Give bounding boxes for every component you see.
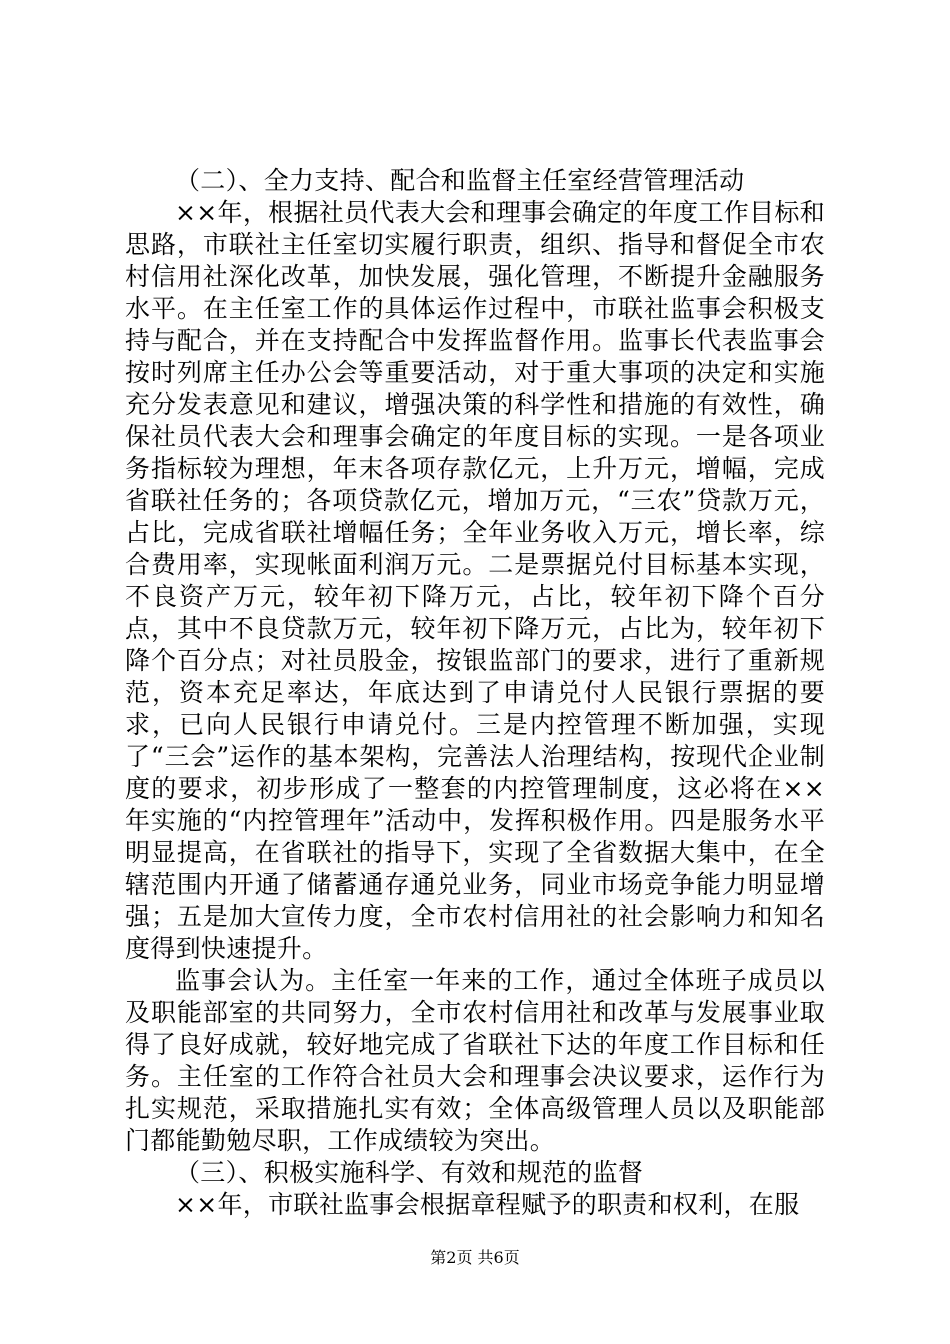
section-heading-2: （二）、全力支持、配合和监督主任室经营管理活动	[175, 166, 745, 195]
page-number-footer: 第2页 共6页	[430, 1248, 520, 1267]
paragraph-1: ××年，根据社员代表大会和理事会确定的年度工作目标和思路，市联社主任室切实履行职责，组织、指导和督促全市农村信用社深化改革，加快发展，强化管理，不断提升金融服务水平。在主任室工作的具体运作过程中，市联社监事会积极支持与配合，并在支持配合中发挥监督作用。监事长代表监事会按时列席主任办公会等重要活动，对于重大事项的决定和实施充分发表意见和建议，增强决策的科学性和措施的有效性，确保社员代表大会和理事会确定的年度目标的实现。一是各项业务指标较为理想，年末各项存款亿元，上升万元，增幅，完成省联社任务的；各项贷款亿元，增加万元，“三农”贷款万元，占比，完成省联社增幅任务；全年业务收入万元，增长率，综合费用率，实现帐面利润万元。二是票据兑付目标基本实现，不良资产万元，较年初下降万元，占比，较年初下降个百分点，其中不良贷款万元，较年初下降万元，占比为，较年初下降个百分点；对社员股金，按银监部门的要求，进行了重新规范，资本充足率达，年底达到了申请兑付人民银行票据的要求，已向人民银行申请兑付。三是内控管理不断加强，实现了“三会”运作的基本架构，完善法人治理结构，按现代企业制度的要求，初步形成了一整套的内控管理制度，这必将在××年实施的“内控管理年”活动中，发挥积极作用。四是服务水平明显提高，在省联社的指导下，实现了全省数据大集中，在全辖范围内开通了储蓄通存通兑业务，同业市场竞争能力明显增强；五是加大宣传力度，全市农村信用社的社会影响力和知名度得到快速提升。	[125, 198, 825, 963]
document-body	[125, 165, 825, 1221]
paragraph-3: ××年，市联社监事会根据章程赋予的职责和权利，在服	[175, 1190, 800, 1219]
section-heading-3: （三）、积极实施科学、有效和规范的监督	[175, 1158, 644, 1187]
paragraph-2: 监事会认为。主任室一年来的工作，通过全体班子成员以及职能部室的共同努力，全市农村信用社和改革与发展事业取得了良好成就，较好地完成了省联社下达的年度工作目标和任务。主任室的工作符合社员大会和理事会决议要求，运作行为扎实规范，采取措施扎实有效；全体高级管理人员以及职能部门都能勤勉尽职，工作成绩较为突出。	[125, 966, 825, 1155]
